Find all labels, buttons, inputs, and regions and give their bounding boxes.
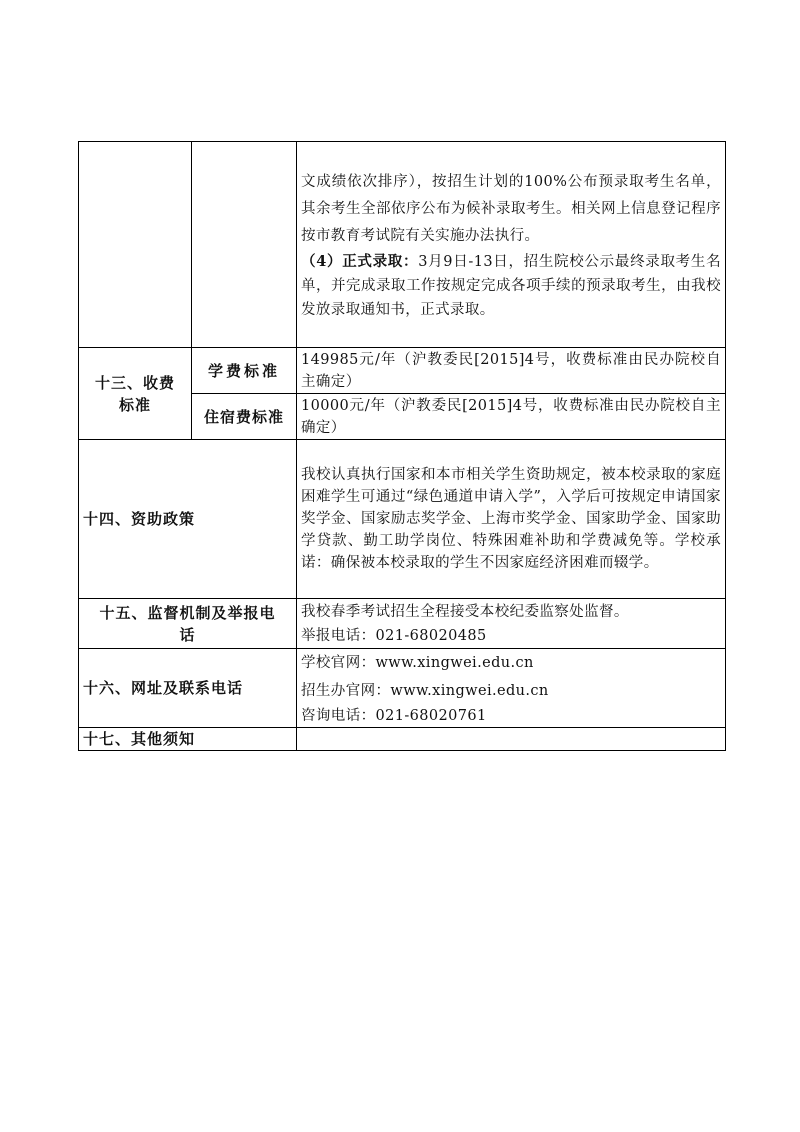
empty-label-cell xyxy=(79,142,192,348)
formal-admission-paragraph xyxy=(301,250,721,322)
other-section-label: 十七、其他须知 xyxy=(79,728,297,751)
admission-paragraph: 文成绩依次排序），按招生计划的100%公布预录取考生名单，其余考生全部依序公布为候补录取考生。相关网上信息登记程序按市教育考试院有关实施办法执行。 xyxy=(301,174,721,244)
inquiry-phone: 咨询电话：021-68020761 xyxy=(301,708,487,724)
school-website: 学校官网：www.xingwei.edu.cn xyxy=(301,655,534,671)
other-text xyxy=(297,728,726,751)
table-row-tuition xyxy=(79,348,726,394)
aid-text: 我校认真执行国家和本市相关学生资助规定，被本校录取的家庭困难学生可通过“绿色通道申请入学”，入学后可按规定申请国家奖学金、国家励志奖学金、上海市奖学金、国家助学金、国家助学贷款、勤工助学岗位、特殊困难补助和学费减免等。学校承诺：确保被本校录取的学生不因家庭经济困难而辍学。 xyxy=(297,440,726,599)
admission-cell xyxy=(297,142,726,348)
tuition-value: 149985元/年（沪教委民[2015]4号，收费标准由民办院校自主确定） xyxy=(297,348,726,394)
admission-info-table xyxy=(78,141,726,751)
table-row-supervision xyxy=(79,599,726,649)
fee-section-label: 十三、收费标准 xyxy=(79,348,192,440)
admission-office-website: 招生办官网：www.xingwei.edu.cn xyxy=(301,683,549,699)
tuition-label: 学费标准 xyxy=(192,348,297,394)
report-phone: 举报电话：021-68020485 xyxy=(301,627,487,644)
empty-sub-cell xyxy=(192,142,297,348)
lodging-value: 10000元/年（沪教委民[2015]4号，收费标准由民办院校自主确定） xyxy=(297,394,726,440)
table-row-admission xyxy=(79,142,726,348)
supervision-text: 我校春季考试招生全程接受本校纪委监察处监督。 xyxy=(301,603,629,620)
formal-admission-label: （4）正式录取： xyxy=(301,253,419,270)
aid-section-label: 十四、资助政策 xyxy=(79,440,297,599)
supervision-cell xyxy=(297,599,726,649)
table-row-aid xyxy=(79,440,726,599)
supervision-section-label: 十五、监督机制及举报电话 xyxy=(79,599,297,649)
table-row-other xyxy=(79,728,726,751)
formal-admission-text: 3月9日-13日，招生院校公示最终录取考生名单，并完成录取工作按规定完成各项手续的预录取考生，由我校发放录取通知书，正式录取。 xyxy=(301,254,721,318)
contact-cell xyxy=(297,649,726,728)
lodging-label: 住宿费标准 xyxy=(192,394,297,440)
contact-section-label: 十六、网址及联系电话 xyxy=(79,649,297,728)
table-row-contact xyxy=(79,649,726,728)
